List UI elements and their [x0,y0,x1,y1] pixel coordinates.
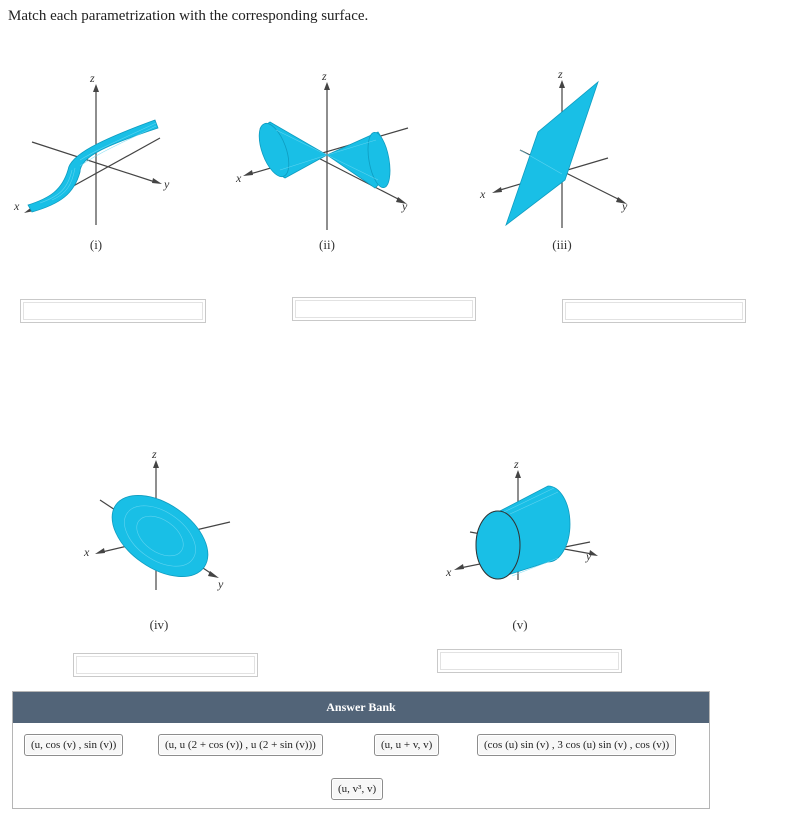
z-axis-label-ii: z [322,69,327,83]
surface-plot-i [10,70,190,240]
answer-bank-title: Answer Bank [13,692,709,723]
z-axis-label-i: z [90,71,95,85]
drop-target-i[interactable] [20,299,206,323]
question-prompt: Match each parametrization with the corresponding surface. [8,8,369,24]
surface-plot-iii [470,67,650,240]
figure-label-iii: (iii) [552,237,572,252]
answer-chip-2[interactable]: (u, u (2 + cos (v)) , u (2 + sin (v))) [158,734,323,756]
y-axis-label-iv: y [218,577,224,591]
figure-v [440,450,610,610]
figure-label-iv: (iv) [149,617,169,632]
answer-chip-5[interactable]: (u, v³, v) [331,778,383,800]
answer-chip-1[interactable]: (u, cos (v) , sin (v)) [24,734,123,756]
answer-chip-4[interactable]: (cos (u) sin (v) , 3 cos (u) sin (v) , cos (v)) [477,734,676,756]
x-axis-label-ii: x [236,171,242,185]
drop-target-iii[interactable] [562,299,746,323]
drop-target-iv[interactable] [73,653,258,677]
z-axis-label-iii: z [558,67,563,81]
surface-plot-v [440,450,610,610]
y-axis-label-iii: y [622,199,628,213]
figure-iv [80,440,250,600]
answer-bank [12,691,710,809]
drop-target-v[interactable] [437,649,622,673]
figure-i [10,70,190,240]
z-axis-label-iv: z [152,447,157,461]
answer-chip-3[interactable]: (u, u + v, v) [374,734,439,756]
surface-plot-ii [230,70,420,240]
z-axis-label-v: z [514,457,519,471]
x-axis-label-iv: x [84,545,90,559]
y-axis-label-ii: y [402,199,408,213]
figure-label-i: (i) [89,237,103,252]
x-axis-label-iii: x [480,187,486,201]
figure-label-ii: (ii) [319,237,335,252]
figure-ii [230,70,420,240]
y-axis-label-v: y [586,549,592,563]
x-axis-label-i: x [14,199,20,213]
figure-iii [470,67,650,240]
y-axis-label-i: y [164,177,170,191]
drop-target-ii[interactable] [292,297,476,321]
surface-plot-iv [80,440,250,600]
figure-label-v: (v) [512,617,528,632]
x-axis-label-v: x [446,565,452,579]
